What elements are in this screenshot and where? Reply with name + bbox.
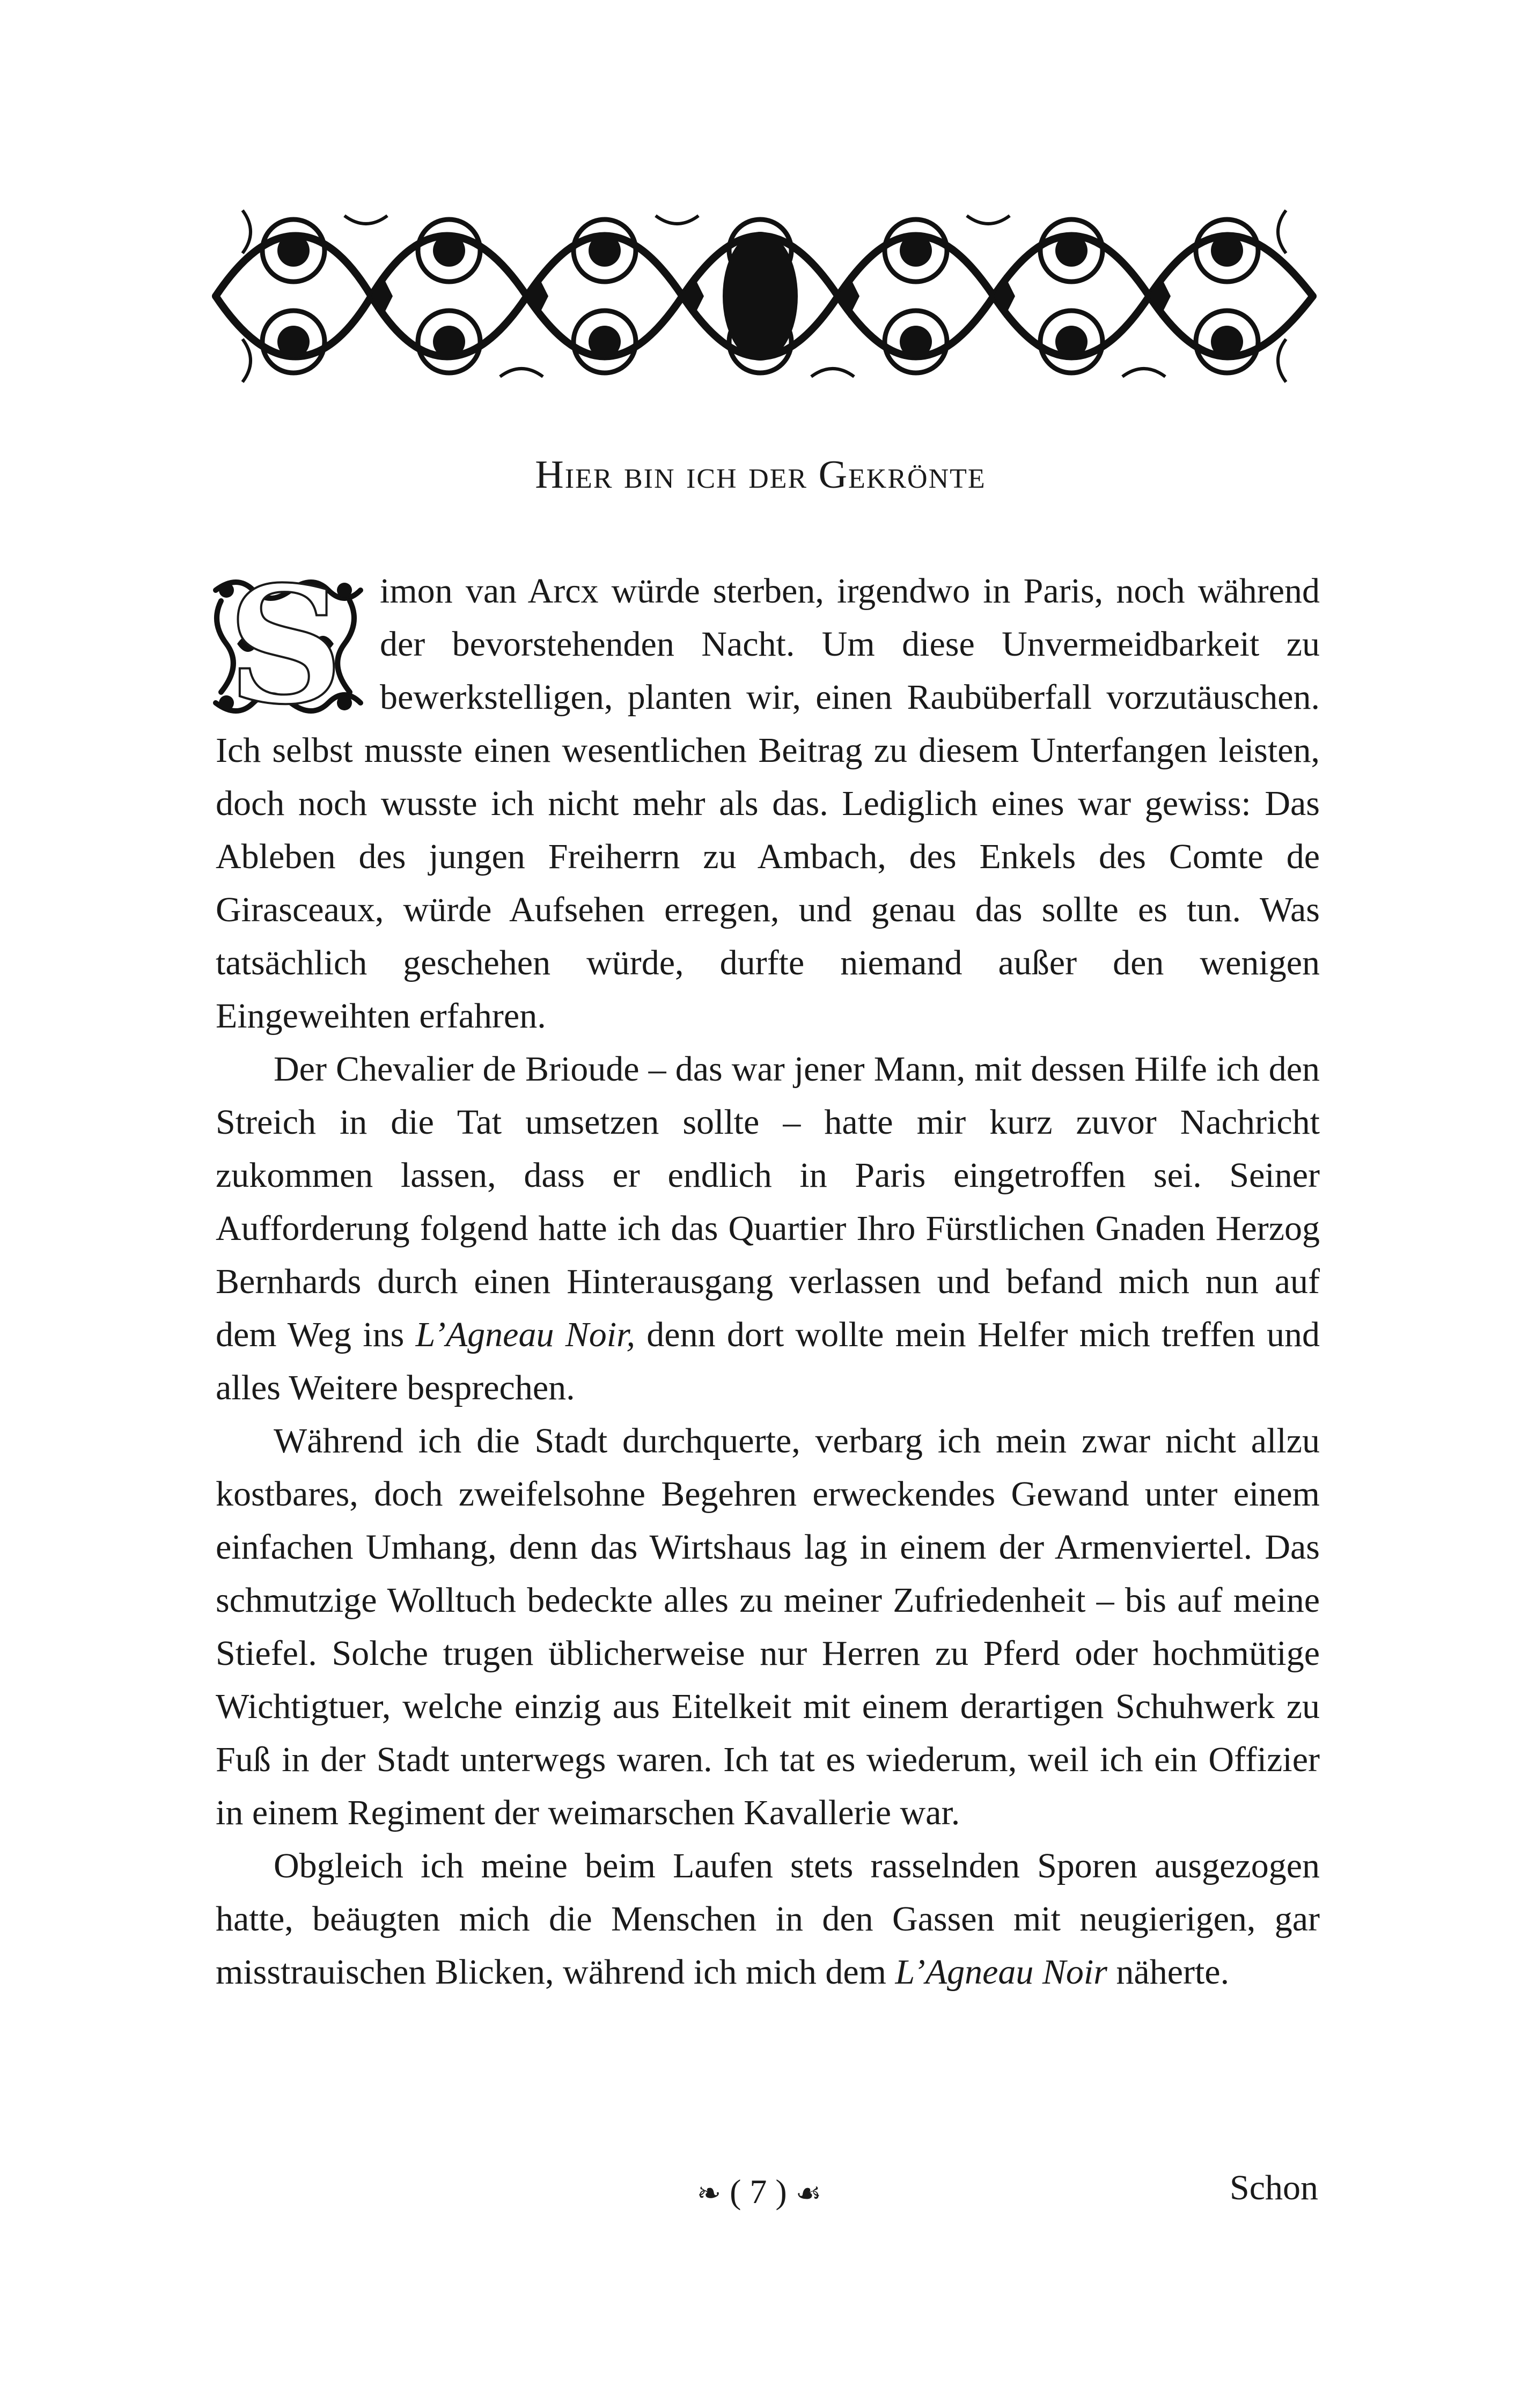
decorated-initial <box>205 550 366 740</box>
ornament-vine-icon <box>210 194 1318 397</box>
page-number: 7 <box>750 2172 767 2211</box>
initial-letter: S <box>227 550 344 740</box>
page-number-group <box>655 2172 864 2212</box>
paren-right: ) <box>775 2172 787 2211</box>
page-footer <box>0 2168 1521 2221</box>
ornamental-header-band <box>210 194 1318 397</box>
paragraph-text: imon van Arcx würde sterben, irgendwo in Paris, noch während der bevorstehenden Nacht. Um diese Unvermeidbarkeit zu bewerkstelligen, planten wir, einen Raubüberfall vorzutäuschen. Ich selbst musste einen wesentlichen Beitrag zu diesem Unterfangen leisten, doch noch wusste ich nicht mehr als das. Lediglich eines war gewiss: Das Ableben des jungen Freiherrn zu Ambach, des Enkels des Comte de Girasceaux, würde Aufsehen erregen, und genau das sollte es tun. Was tatsächlich geschehen würde, durfte niemand außer den wenigen Eingeweihten erfahren. <box>216 571 1320 1036</box>
paragraph <box>216 1414 1320 1839</box>
paren-left: ( <box>730 2172 741 2211</box>
body-text <box>216 550 1320 1999</box>
paragraph <box>216 1839 1320 1999</box>
paragraph-text: Obgleich ich meine beim Laufen stets rasselnden Sporen ausgezogen hatte, beäugten mich die Menschen in den Gassen mit neugierigen, gar misstrauischen Blicken, während ich mich dem <box>216 1846 1320 1992</box>
paragraph <box>216 550 1320 1043</box>
paragraph <box>216 1043 1320 1414</box>
italic-place-name: L’Agneau Noir, <box>415 1315 635 1354</box>
left-scroll-ornament-icon: ❧ <box>696 2177 722 2209</box>
paragraph-text: näherte. <box>1107 1952 1230 1992</box>
paragraph-text: denn dort wollte mein Helfer mich treffen und alles Weitere besprechen. <box>216 1315 1320 1407</box>
paragraph-text: Während ich die Stadt durchquerte, verbarg ich mein zwar nicht allzu kostbares, doch zweifelsohne Begehren erweckendes Gewand unter einem einfachen Umhang, denn das Wirtshaus lag in einem der Armenviertel. Das schmutzige Wolltuch bedeckte alles zu meiner Zufriedenheit – bis auf meine Stiefel. Solche trugen üblicherweise nur Herren zu Pferd oder hochmütige Wichtigtuer, welche einzig aus Eitelkeit mit einem derartigen Schuhwerk zu Fuß in der Stadt unterwegs waren. Ich tat es wiederum, weil ich ein Offizier in einem Regiment der weimarschen Kavallerie war. <box>216 1421 1320 1832</box>
italic-place-name: L’Agneau Noir <box>895 1952 1107 1992</box>
paragraph-text: Der Chevalier de Brioude – das war jener Mann, mit dessen Hilfe ich den Streich in die Tat umsetzen sollte – hatte mir kurz zuvor Nachricht zukommen lassen, dass er endlich in Paris eingetroffen sei. Seiner Aufforderung folgend hatte ich das Quartier Ihro Fürstlichen Gnaden Herzog Bernhards durch einen Hinterausgang verlassen und befand mich nun auf dem Weg ins <box>216 1049 1320 1354</box>
right-scroll-ornament-icon: ☙ <box>795 2177 822 2209</box>
catchword: Schon <box>1230 2168 1318 2207</box>
chapter-title: Hier bin ich der Gekrönte <box>535 453 986 497</box>
